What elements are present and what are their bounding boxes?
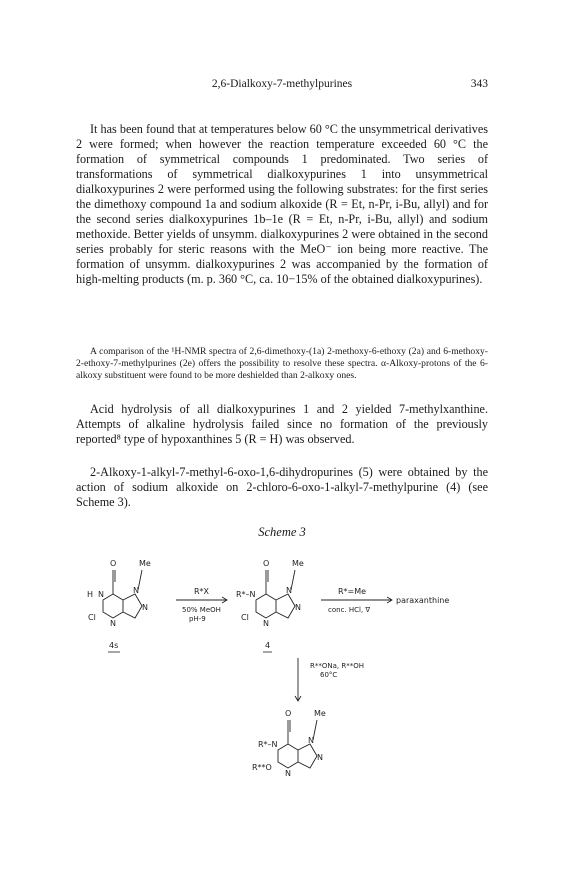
compound-4s-number: 4s <box>109 641 119 650</box>
arrow-3-reagent: R**ONa, R**OH <box>310 662 364 670</box>
arrow-2 <box>321 587 449 614</box>
compound-4-cl: Cl <box>241 613 249 622</box>
arrow-2-condition-1: R*=Me <box>338 587 367 596</box>
compound-4-n9: N <box>295 603 301 612</box>
page-header <box>76 78 488 94</box>
compound-4-me: Me <box>292 559 304 568</box>
arrow-3-temperature: 60°C <box>320 671 338 679</box>
compound-4s-n9: N <box>142 603 148 612</box>
page-number: 343 <box>470 78 488 90</box>
arrow-1-conditions-1: 50% MeOH <box>182 606 221 614</box>
arrow-1-reagent: R*X <box>194 587 210 596</box>
compound-4s-n1: N <box>98 590 104 599</box>
compound-5-n3: N <box>285 769 291 778</box>
compound-5-me: Me <box>314 709 326 718</box>
compound-5-ro: R**O <box>252 763 272 772</box>
reaction-scheme <box>76 540 516 790</box>
compound-4-number: 4 <box>265 641 271 650</box>
compound-5-o: O <box>285 709 292 718</box>
running-title: 2,6-Dialkoxy-7-methylpurines <box>211 78 353 90</box>
compound-4-o: O <box>263 559 270 568</box>
compound-5-n9: N <box>317 753 323 762</box>
compound-4s-n7: N <box>133 586 139 595</box>
arrow-3 <box>295 658 364 701</box>
paragraph-1: It has been found that at temperatures below 60 °C the unsymmetrical derivatives 2 were formed; when however the reaction temperature exceeded 60 °C the formation of symmetrical compounds 1 predominated. Two series of transformations of symmetrical dialkoxypurines 1 into unsymmetrical dialkoxypurines 2 were performed using the following substrates: for the first series the dimethoxy compound 1a and sodium alkoxide (R = Et, n-Pr, i-Bu, allyl) and for the second series dialkoxypurines 1b–1e (R = Et, n-Pr, i-Bu, allyl) and sodium methoxide. Better yields of unsymm. dialkoxypurines 2 were obtained in the second series probably for steric reasons with the MeO⁻ ion being more reactive. The formation of unsymm. dialkoxypurines 2 was accompanied by the formation of high-melting products (m. p. 360 °C, ca. 10−15% of the obtained dialkoxypurines). <box>76 122 488 286</box>
compound-5-r: R*–N <box>258 740 278 749</box>
compound-4s-cl: Cl <box>88 613 96 622</box>
scheme-title: Scheme 3 <box>258 525 306 539</box>
arrow-1 <box>176 587 227 623</box>
arrow-2-condition-2: conc. HCl, ∇ <box>328 606 371 614</box>
paragraph-hydrolysis: Acid hydrolysis of all dialkoxypurines 1 and 2 yielded 7-methylxanthine. Attempts of alkaline hydrolysis failed since no formation of the previously reported⁸ type of hypoxanthines 5 (R = H) was observed. <box>76 402 488 446</box>
compound-4-r: R*–N <box>236 590 256 599</box>
compound-4-n3: N <box>263 619 269 628</box>
compound-4s-me: Me <box>139 559 151 568</box>
compound-5-n7: N <box>308 736 314 745</box>
arrow-2-product: paraxanthine <box>396 596 450 605</box>
arrow-1-conditions-2: pH-9 <box>189 615 206 623</box>
compound-4s-n3: N <box>110 619 116 628</box>
compound-4s-h: H <box>87 590 94 599</box>
compound-4s-o: O <box>110 559 117 568</box>
paragraph-dihydropurines: 2-Alkoxy-1-alkyl-7-methyl-6-oxo-1,6-dihydropurines (5) were obtained by the action of sodium alkoxide on 2-chloro-6-oxo-1-alkyl-7-methylpurine (4) (see Scheme 3). <box>76 465 488 509</box>
nmr-note-paragraph: A comparison of the ¹H-NMR spectra of 2,6-dimethoxy-(1a) 2-methoxy-6-ethoxy (2a) and 6-methoxy-2-ethoxy-7-methylpurines (2e) offers the possibility to resolve these spectra. α-Alkoxy-protons of the 6-alkoxy substituent were found to be more deshielded than 2-alkoxy ones. <box>76 346 488 381</box>
compound-4-n7: N <box>286 586 292 595</box>
scheme-drawing <box>76 540 516 790</box>
